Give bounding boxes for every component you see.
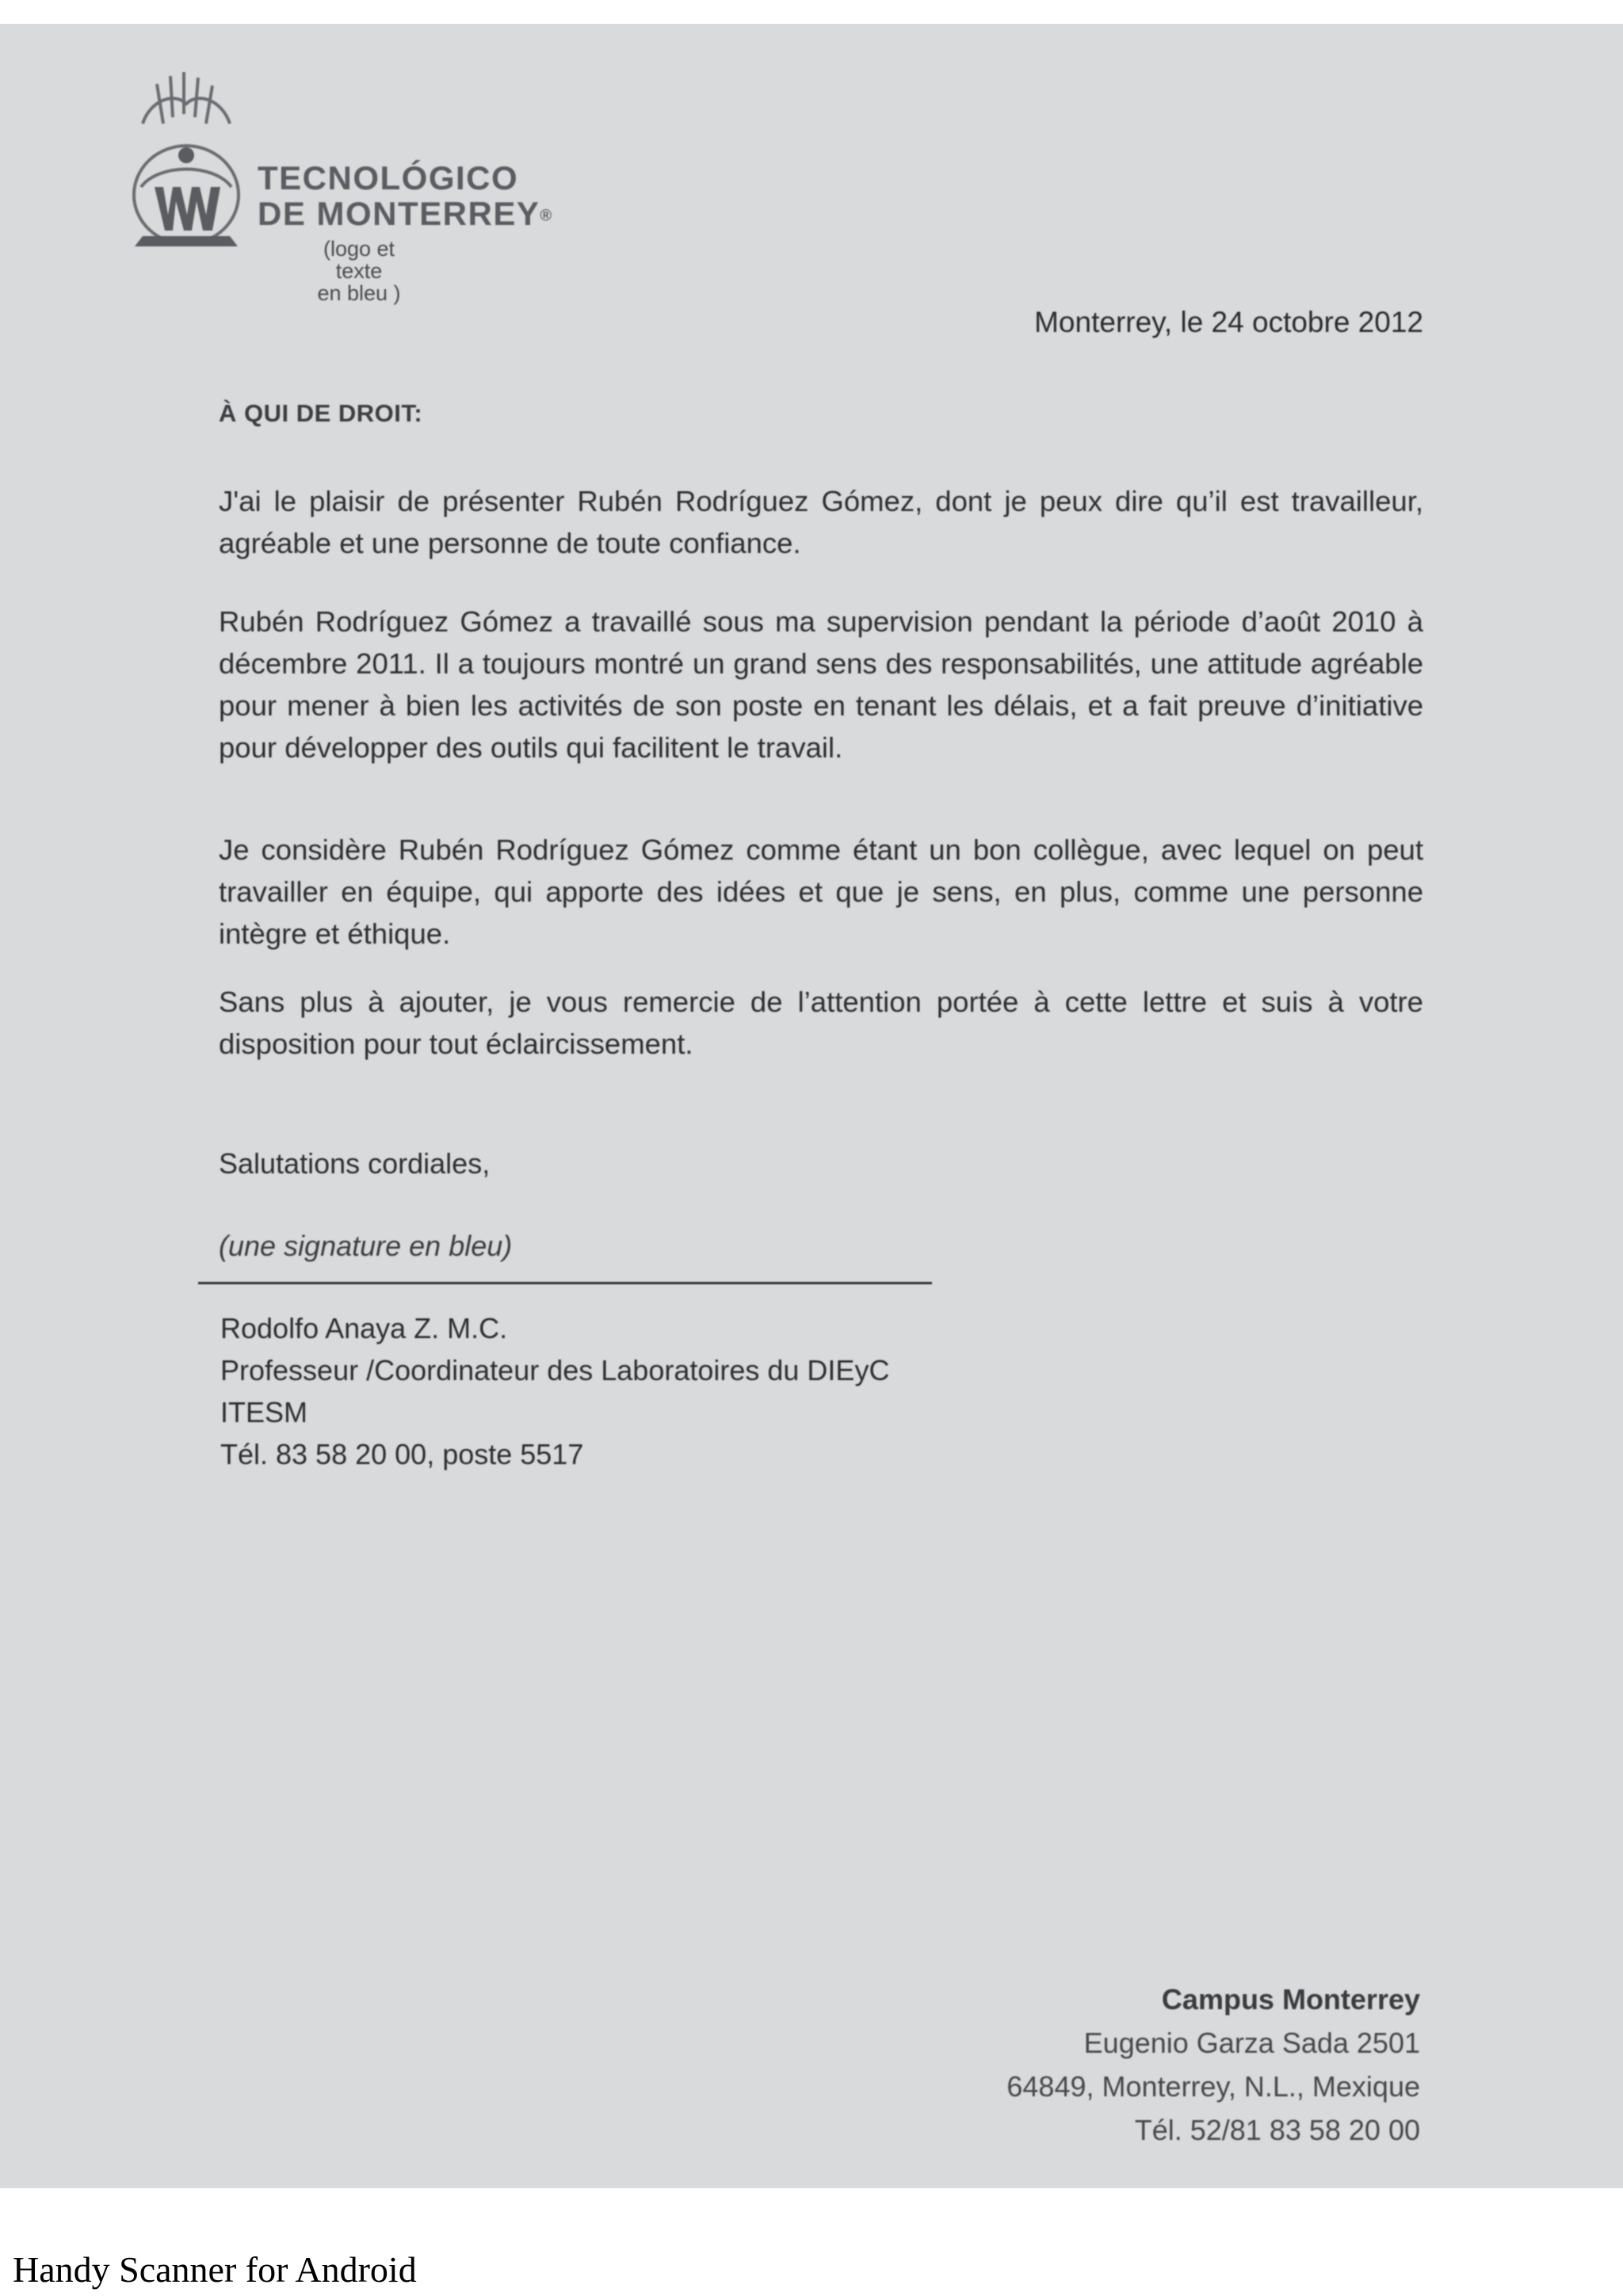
letter	[0, 24, 1623, 2188]
registered-mark: ®	[540, 207, 553, 225]
signer-organization: ITESM	[220, 1396, 308, 1428]
logo-note-line2: en bleu )	[317, 281, 401, 305]
signer-block	[220, 1307, 889, 1475]
institution-name-line1: TECNOLÓGICO	[258, 159, 519, 196]
campus-city: 64849, Monterrey, N.L., Mexique	[1006, 2070, 1420, 2103]
paragraph-1: J'ai le plaisir de présenter Rubén Rodríguez Gómez, dont je peux dire qu’il est travailleur, agréable et une personne de toute confiance.	[219, 485, 1423, 559]
logo-note	[300, 238, 418, 304]
signature-note: (une signature en bleu)	[219, 1230, 513, 1262]
signer-name: Rodolfo Anaya Z. M.C.	[220, 1312, 508, 1344]
campus-phone: Tél. 52/81 83 58 20 00	[1134, 2114, 1420, 2146]
paragraph-3: Je considère Rubén Rodríguez Gómez comme étant un bon collègue, avec lequel on peut travailler en équipe, qui apporte des idées et que je sens, en plus, comme une personne intègre et éthique.	[219, 833, 1423, 950]
campus-address	[1006, 1978, 1420, 2152]
institution-name	[258, 160, 553, 234]
paragraph-4: Sans plus à ajouter, je vous remercie de l’attention portée à cette lettre et suis à votre disposition pour tout éclaircissement.	[219, 986, 1423, 1060]
institution-name-line2	[258, 196, 553, 234]
signature-line	[198, 1282, 932, 1284]
campus-name: Campus Monterrey	[1161, 1983, 1420, 2016]
paragraph-2: Rubén Rodríguez Gómez a travaillé sous ma supervision pendant la période d’août 2010 à décembre 2011. Il a toujours montré un grand sens des responsabilités, une attitude agréable pour mener à bien les activités de son poste en tenant les délais, et a fait preuve d’initiative pour développer des outils qui facilitent le travail.	[219, 605, 1423, 764]
logo-note-line1: (logo et texte	[323, 237, 395, 283]
signer-title: Professeur /Coordinateur des Laboratoires du DIEyC	[220, 1354, 890, 1386]
institution-emblem-icon	[127, 68, 246, 250]
closing: Salutations cordiales,	[219, 1147, 491, 1180]
institution-name-line2-text: DE MONTERREY	[258, 195, 540, 232]
letterhead-logo	[127, 60, 586, 305]
campus-street: Eugenio Garza Sada 2501	[1083, 2027, 1420, 2059]
letter-date: Monterrey, le 24 octobre 2012	[1034, 306, 1423, 338]
scanned-document	[0, 24, 1623, 2188]
salutation: À QUI DE DROIT:	[219, 399, 423, 427]
signer-phone: Tél. 83 58 20 00, poste 5517	[220, 1438, 584, 1470]
scanner-app-caption: Handy Scanner for Android	[13, 2249, 417, 2290]
